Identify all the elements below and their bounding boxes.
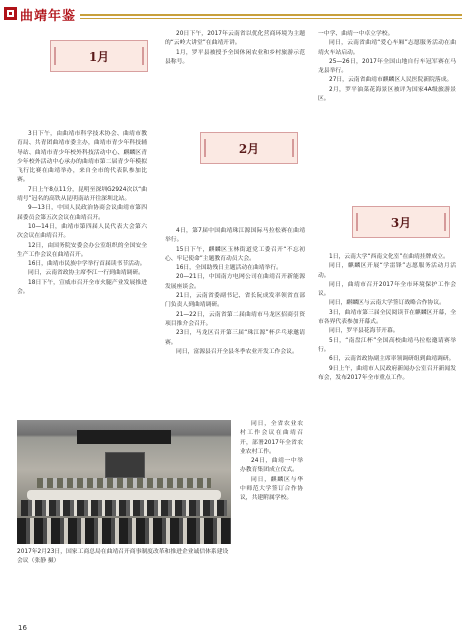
paragraph: 同日，麒麟区开展“学雷锋”志愿服务活动月活动。 xyxy=(318,263,456,279)
paragraph: 同日，麒麟区与云南大学签订战略合作协议。 xyxy=(329,300,445,307)
paragraph: 同日，云南省政协主席李江一行到曲靖调研。 xyxy=(28,270,144,277)
column-1 xyxy=(17,130,147,297)
photo-caption: 2017年2月23日，国家工商总局在曲靖召开商事制度改革和推进企业诚信体系建设会议（张静 摄） xyxy=(17,549,229,564)
paragraph: 5日，“南盘江杯”全国高校曲靖马拉松邀请赛举行。 xyxy=(318,337,456,353)
paragraph: 同日，云南省曲靖“爱心车厢”志愿服务活动在曲靖火车站启动。 xyxy=(318,40,456,56)
month-label-jan: 1月 xyxy=(88,49,110,64)
month-label-feb: 2月 xyxy=(238,141,260,156)
paragraph: 12日，由国务院安委会办公室组织的全国安全生产工作会议在曲靖召开。 xyxy=(17,242,147,258)
paragraph: 4日，第7届中国曲靖珠江源国际马拉松赛在曲靖举行。 xyxy=(165,228,305,244)
paragraph: 同日，曲靖市召开2017年全市环境保护工作会议。 xyxy=(318,281,456,298)
paragraph: 9—13日，中国人民政治协商会议曲靖市第四届委员会第五次会议在曲靖召开。 xyxy=(17,205,147,221)
header-rule xyxy=(80,14,462,16)
paragraph: 20日下午，2017年云南省以优化营商环境为主题的“云岭大讲堂”在曲靖开讲。 xyxy=(165,31,305,47)
paragraph: 15日下午，麒麟区玉林街道党工委召开“不忘初心、牢记使命”主题教育动员大会。 xyxy=(165,246,305,262)
paragraph: 同日，罗平县花海节开幕。 xyxy=(329,328,399,335)
paragraph: 2月，罗平油菜花海景区被评为国家4A级旅游景区。 xyxy=(318,86,456,103)
column-3-bottom xyxy=(318,253,456,383)
column-2-narrow xyxy=(240,420,303,504)
paragraph: 16日，全国助残日主题活动在曲靖举行。 xyxy=(176,265,282,272)
paragraph: 21—22日，云南省第二届曲靖市马龙区招商引资项目推介会召开。 xyxy=(165,311,305,327)
paragraph: 6日，云南省政协副主席率领调研组到曲靖调研。 xyxy=(329,356,455,363)
paragraph: 27日，云南省曲靖市麒麟区人民医院新院落成。 xyxy=(329,77,453,84)
projection-screen xyxy=(105,452,145,478)
paragraph: 3日下午，由曲靖市科学技术协会、曲靖市教育局、共青团曲靖市委主办，曲靖市青少年科技辅导站、曲靖市青少年校外科技活动中心、麒麟区青少年校外活动中心承办的曲靖市第二届青少年模拟飞行比赛在曲靖举办，来自全市的代表队参加比赛。 xyxy=(17,131,147,184)
paragraph: 25—26日，2017年全国山地自行车冠军赛在马龙县举行。 xyxy=(318,58,456,75)
paragraph: 同日，麒麟区与华中师范大学签订合作协议，共建附属学校。 xyxy=(240,476,303,502)
paragraph: 21日，云南省委副书记、省长阮成发率领省直部门负责人到曲靖调研。 xyxy=(165,293,305,309)
conference-photo xyxy=(17,420,231,544)
paragraph: 16日，曲靖市民族中学举行首届读书节活动。 xyxy=(28,261,146,268)
column-2-bottom xyxy=(165,227,305,357)
column-2-top xyxy=(165,30,305,67)
paragraph: 同日，全省农业农村工作会议在曲靖召开，部署2017年全省农业农村工作。 xyxy=(240,421,303,455)
month-heading-mar xyxy=(352,206,450,238)
paragraph: 1日，云南大学“西南文化室”在曲靖挂牌成立。 xyxy=(329,254,449,260)
paragraph: 20—21日，中国南方电网公司在曲靖召开新能源发展座谈会。 xyxy=(165,274,305,290)
stage-banner xyxy=(77,430,171,444)
conference-table xyxy=(27,490,221,500)
yearbook-title: 曲靖年鉴 xyxy=(20,9,77,24)
paragraph: 一中学、曲靖一中卓立学校。 xyxy=(318,31,394,37)
month-label-mar: 3月 xyxy=(390,215,412,230)
stage-flowers xyxy=(37,478,211,488)
header-rule-thin xyxy=(80,18,462,19)
month-heading-feb xyxy=(200,132,298,164)
ornament-icon xyxy=(3,6,18,21)
audience-row xyxy=(17,518,231,544)
paragraph: 1月，罗平县被授予全国休闲农业和乡村旅游示范县称号。 xyxy=(165,49,305,65)
paragraph: 7日上午8点11分，昆明至深圳G2924次以“曲靖号”冠名的高铁从昆明南站开往深圳北站。 xyxy=(17,186,147,203)
column-3-top xyxy=(318,30,456,104)
paragraph: 同日，富源县召开全县冬季农业开发工作会议。 xyxy=(176,348,298,355)
paragraph: 23日，马龙区召开第三届“珠江源”杯乒乓球邀请赛。 xyxy=(165,330,305,346)
paragraph: 18日下午，宣威市召开全市火腿产业发展推进会。 xyxy=(17,279,147,296)
paragraph: 24日，曲靖一中举办教育集团成立仪式。 xyxy=(240,458,303,474)
paragraph: 3日，曲靖市第三届全民阅读节在麒麟区开幕，全市各界代表参加开幕式。 xyxy=(318,309,456,326)
audience-row xyxy=(21,500,227,516)
page-header xyxy=(0,0,468,28)
paragraph: 10—14日，曲靖市第四届人民代表大会第六次会议在曲靖召开。 xyxy=(17,223,147,240)
paragraph: 9日上午，曲靖市人民政府新闻办公室召开新闻发布会，发布2017年全市重点工作。 xyxy=(318,365,456,381)
month-heading-jan xyxy=(50,40,148,72)
page-number: 16 xyxy=(18,624,27,632)
